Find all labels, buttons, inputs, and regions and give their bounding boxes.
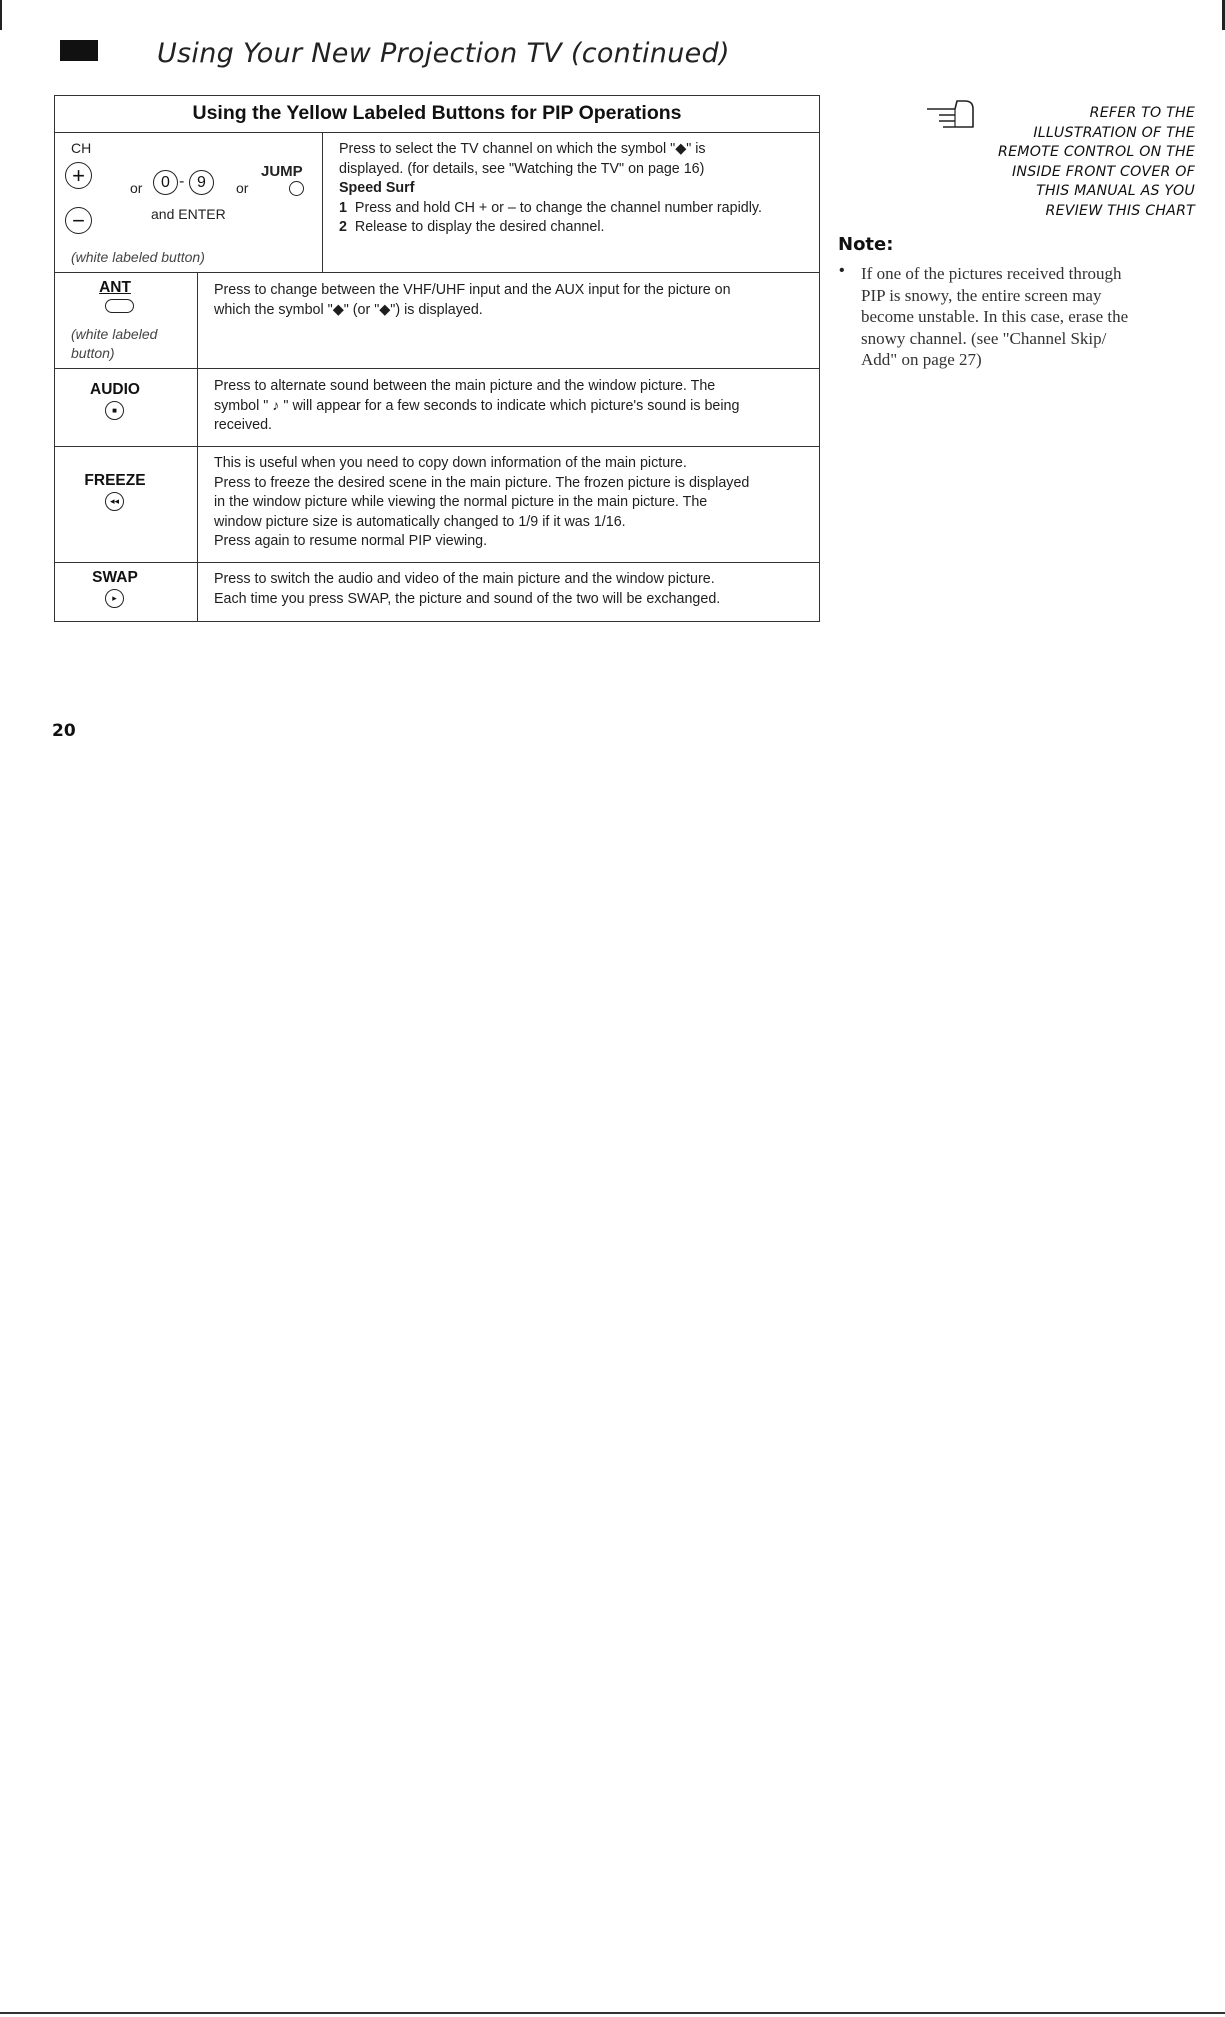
bullet-icon: • [839, 262, 845, 279]
scan-bottom-edge [0, 2012, 1225, 2014]
description-line: Press to freeze the desired scene in the main picture. The frozen picture is displayed [214, 474, 750, 491]
note-line: If one of the pictures received through [861, 264, 1122, 283]
description-line: window picture size is automatically changed to 1/9 if it was 1/16. [214, 513, 626, 530]
freeze-button-icon: ◂◂ [105, 492, 124, 511]
note-line: Add" on page 27) [861, 350, 982, 369]
description-line: This is useful when you need to copy down information of the main picture. [214, 455, 687, 471]
step-number: 2 [339, 219, 347, 235]
table-divider [55, 368, 819, 369]
refer-note-line: THIS MANUAL AS YOU [1036, 183, 1195, 200]
ant-button-icon [105, 299, 134, 313]
description-line: Press to change between the VHF/UHF input and the AUX input for the picture on [214, 282, 731, 298]
refer-note-line: REFER TO THE [1089, 105, 1195, 121]
ant-label: ANT [99, 279, 131, 296]
or-text: or [130, 180, 143, 196]
dash-text: - [179, 173, 185, 190]
note-body [861, 263, 1128, 371]
white-labeled-note: (white labeled button) [71, 249, 205, 265]
description-line: Press again to resume normal PIP viewing. [214, 533, 488, 549]
swap-label: SWAP [92, 569, 138, 586]
description-line: Press to select the TV channel on which the symbol "◆" is [339, 141, 706, 157]
plus-button-icon: + [65, 162, 92, 189]
note-line: PIP is snowy, the entire screen may [861, 285, 1102, 305]
ch-description [339, 140, 762, 238]
description-line: which the symbol "◆" (or "◆") is displayed. [214, 301, 483, 318]
swap-button-icon: ▸ [105, 589, 124, 608]
digit-0-label: 0 [161, 173, 170, 191]
table-title: Using the Yellow Labeled Buttons for PIP Operations [192, 102, 682, 124]
description-line: Press to switch the audio and video of the main picture and the window picture. [214, 571, 715, 587]
audio-description [214, 377, 739, 436]
jump-label: JUMP [261, 163, 303, 180]
step-text: Press and hold CH + or – to change the channel number rapidly. [354, 199, 762, 216]
freeze-description [214, 454, 749, 552]
description-line: received. [214, 417, 273, 433]
refer-note-line: INSIDE FRONT COVER OF [1012, 163, 1195, 180]
table-divider [55, 132, 819, 133]
ch-label: CH [71, 140, 92, 156]
refer-note [900, 104, 1195, 222]
digit-9-button-icon [189, 170, 214, 195]
step-number: 1 [339, 199, 347, 216]
scan-edge-mark [0, 0, 2, 30]
description-line: displayed. (for details, see "Watching the TV" on page 16) [339, 160, 705, 177]
section-marker-icon [60, 40, 98, 61]
jump-button-icon [289, 181, 304, 196]
audio-label: AUDIO [90, 381, 140, 398]
note-line: button) [71, 345, 115, 361]
refer-note-line: REVIEW THIS CHART [1045, 202, 1195, 219]
description-line: in the window picture while viewing the normal picture in the main picture. The [214, 494, 708, 510]
pip-operations-table [54, 95, 820, 622]
table-divider [55, 446, 819, 447]
refer-note-line: ILLUSTRATION OF THE [1033, 124, 1195, 141]
page-title: Using Your New Projection TV (continued) [157, 38, 730, 69]
and-enter-text: and ENTER [151, 206, 226, 222]
ant-description [214, 281, 731, 320]
speed-surf-step-2 [339, 218, 762, 238]
step-text: Release to display the desired channel. [354, 219, 605, 235]
description-line: Each time you press SWAP, the picture and sound of the two will be exchanged. [214, 590, 721, 607]
or-text: or [236, 180, 249, 196]
note-line: (white labeled [71, 326, 158, 342]
refer-note-line: REMOTE CONTROL ON THE [998, 144, 1195, 161]
digit-0-button-icon [153, 170, 178, 195]
audio-button-icon: ■ [105, 401, 124, 420]
page-number: 20 [52, 721, 76, 741]
table-divider [55, 272, 819, 273]
table-divider [55, 562, 819, 563]
minus-button-icon: − [65, 207, 92, 234]
white-labeled-note [71, 325, 157, 363]
table-divider [322, 132, 323, 272]
speed-surf-heading: Speed Surf [339, 180, 415, 196]
speed-surf-step-1 [339, 199, 762, 219]
swap-description [214, 570, 720, 609]
note-heading: Note: [838, 234, 894, 255]
description-line: symbol " ♪ " will appear for a few seconds to indicate which picture's sound is being [214, 397, 740, 414]
table-divider [197, 272, 198, 622]
note-line: snowy channel. (see "Channel Skip/ [861, 328, 1107, 348]
description-line: Press to alternate sound between the main picture and the window picture. The [214, 378, 716, 394]
freeze-label: FREEZE [84, 472, 146, 489]
digit-9-label: 9 [197, 173, 206, 191]
note-line: become unstable. In this case, erase the [861, 307, 1129, 326]
